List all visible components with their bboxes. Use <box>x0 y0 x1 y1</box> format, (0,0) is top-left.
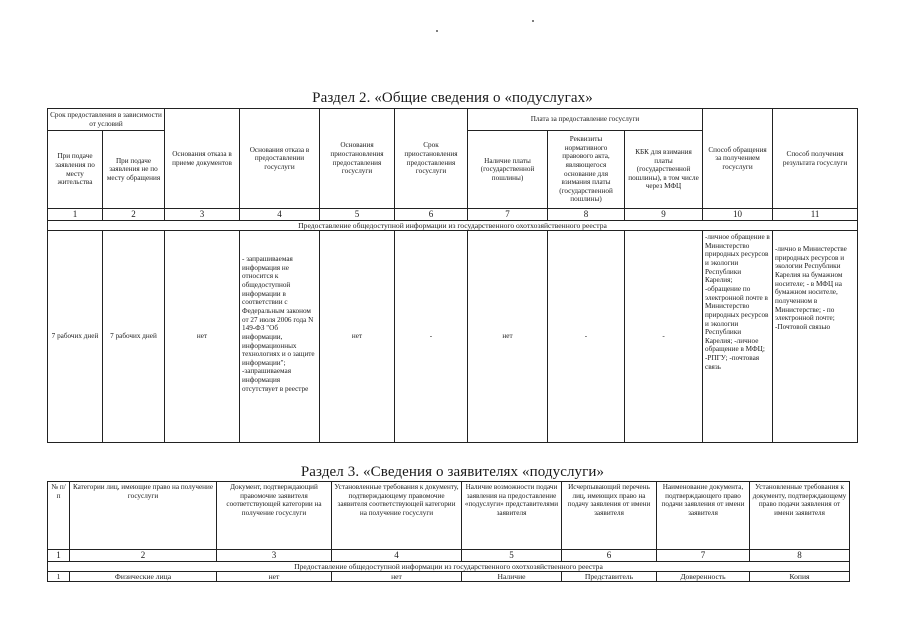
column-number: 8 <box>750 550 850 562</box>
subservice-name: Предоставление общедоступной информации из государственного охотхозяйственного реестра <box>48 221 858 231</box>
cell-apply-method: -личное обращение в Министерство природных ресурсов и экологии Республики Карелия; -обращение по электронной почте в Министерство природных ресурсов и экологии Республики Карелия; -личное обращение в МФЦ; -РПГУ; -почтовая связь <box>703 231 773 443</box>
cell-fee-act: - <box>548 231 625 443</box>
column-number: 8 <box>548 209 625 221</box>
cell-applicant-category: Физические лица <box>70 571 217 581</box>
column-number: 11 <box>773 209 858 221</box>
cell-representative-possibility: Наличие <box>462 571 562 581</box>
header-document-requirements: Установленные требования к документу, подтверждающему правомочие заявителя соответствующей категории на получение госуслуги <box>332 482 462 550</box>
column-number: 3 <box>217 550 332 562</box>
cell-representative-requirements: Копия <box>750 571 850 581</box>
header-applicant-category: Категории лиц, имеющие право на получение госуслуги <box>70 482 217 550</box>
cell-representative-document: Доверенность <box>657 571 750 581</box>
cell-suspension-term: - <box>395 231 468 443</box>
section3-title: Раздел 3. «Сведения о заявителях «подуслуги» <box>300 464 605 480</box>
header-refusal-reception: Основания отказа в приеме документов <box>165 109 240 209</box>
section2-title: Раздел 2. «Общие сведения о «подуслугах» <box>312 90 593 106</box>
cell-refusal-reception: нет <box>165 231 240 443</box>
column-number: 2 <box>103 209 165 221</box>
subservice-name: Предоставление общедоступной информации из государственного охотхозяйственного реестра <box>48 561 850 571</box>
column-number: 4 <box>332 550 462 562</box>
scan-speck <box>436 30 438 32</box>
column-number: 2 <box>70 550 217 562</box>
cell-representatives-list: Представитель <box>562 571 657 581</box>
cell-fee-presence: нет <box>468 231 548 443</box>
column-number: 5 <box>462 550 562 562</box>
column-number: 4 <box>240 209 320 221</box>
cell-authority-document: нет <box>217 571 332 581</box>
cell-fee-kbk: - <box>625 231 703 443</box>
column-number: 9 <box>625 209 703 221</box>
cell-suspension-grounds: нет <box>320 231 395 443</box>
column-number: 1 <box>48 209 103 221</box>
column-number: 1 <box>48 550 70 562</box>
header-fee-group: Плата за предоставление госуслуги <box>468 109 703 131</box>
cell-term-not-residence: 7 рабочих дней <box>103 231 165 443</box>
scan-speck <box>532 20 534 22</box>
header-apply-method: Способ обращения за получением госуслуги <box>703 109 773 209</box>
column-number: 6 <box>395 209 468 221</box>
column-number: 3 <box>165 209 240 221</box>
header-term-group: Срок предоставления в зависимости от условий <box>48 109 165 131</box>
column-number: 6 <box>562 550 657 562</box>
header-representatives-list: Исчерпывающий перечень лиц, имеющих право на подачу заявления от имени заявителя <box>562 482 657 550</box>
header-fee-presence: Наличие платы (государственной пошлины) <box>468 131 548 209</box>
header-term-not-residence: При подаче заявления не по месту обращения <box>103 131 165 209</box>
cell-document-requirements: нет <box>332 571 462 581</box>
column-number: 10 <box>703 209 773 221</box>
header-authority-document: Документ, подтверждающий правомочие заявителя соответствующей категории на получение госуслуги <box>217 482 332 550</box>
cell-number: 1 <box>48 571 70 581</box>
header-term-residence: При подаче заявления по месту жительства <box>48 131 103 209</box>
header-number: № п/п <box>48 482 70 550</box>
section2-table <box>47 108 858 443</box>
section3-table <box>47 481 850 582</box>
header-result-method: Способ получения результата госуслуги <box>773 109 858 209</box>
column-number: 7 <box>468 209 548 221</box>
cell-result-method: -лично в Министерстве природных ресурсов и экологии Республики Карелия на бумажном носителе; - в МФЦ на бумажном носителе, полученном в Министерстве; - по электронной почте; -Почтовой связью <box>773 231 858 443</box>
header-fee-act: Реквизиты нормативного правового акта, являющегося основание для взимания платы (государственной пошлины) <box>548 131 625 209</box>
cell-term-residence: 7 рабочих дней <box>48 231 103 443</box>
header-representative-document: Наименование документа, подтверждающего право подачи заявления от имени заявителя <box>657 482 750 550</box>
header-suspension-grounds: Основания приостановления предоставления госуслуги <box>320 109 395 209</box>
header-representative-possibility: Наличие возможности подачи заявления на предоставление «подуслуги» представителями заявителя <box>462 482 562 550</box>
header-suspension-term: Срок приостановления предоставления госуслуги <box>395 109 468 209</box>
header-fee-kbk: КБК для взимания платы (государственной пошлины), в том числе через МФЦ <box>625 131 703 209</box>
cell-refusal-service: - запрашиваемая информация не относится к общедоступной информации в соответствии с Федеральным законом от 27 июля 2006 года N 149-ФЗ "Об информации, информационных технологиях и о защите информации"; -запрашиваемая информация отсутствует в реестре <box>240 231 320 443</box>
header-refusal-service: Основания отказа в предоставлении госуслуги <box>240 109 320 209</box>
column-number: 7 <box>657 550 750 562</box>
column-number: 5 <box>320 209 395 221</box>
header-representative-requirements: Установленные требования к документу, подтверждающему право подачи заявления от имени заявителя <box>750 482 850 550</box>
